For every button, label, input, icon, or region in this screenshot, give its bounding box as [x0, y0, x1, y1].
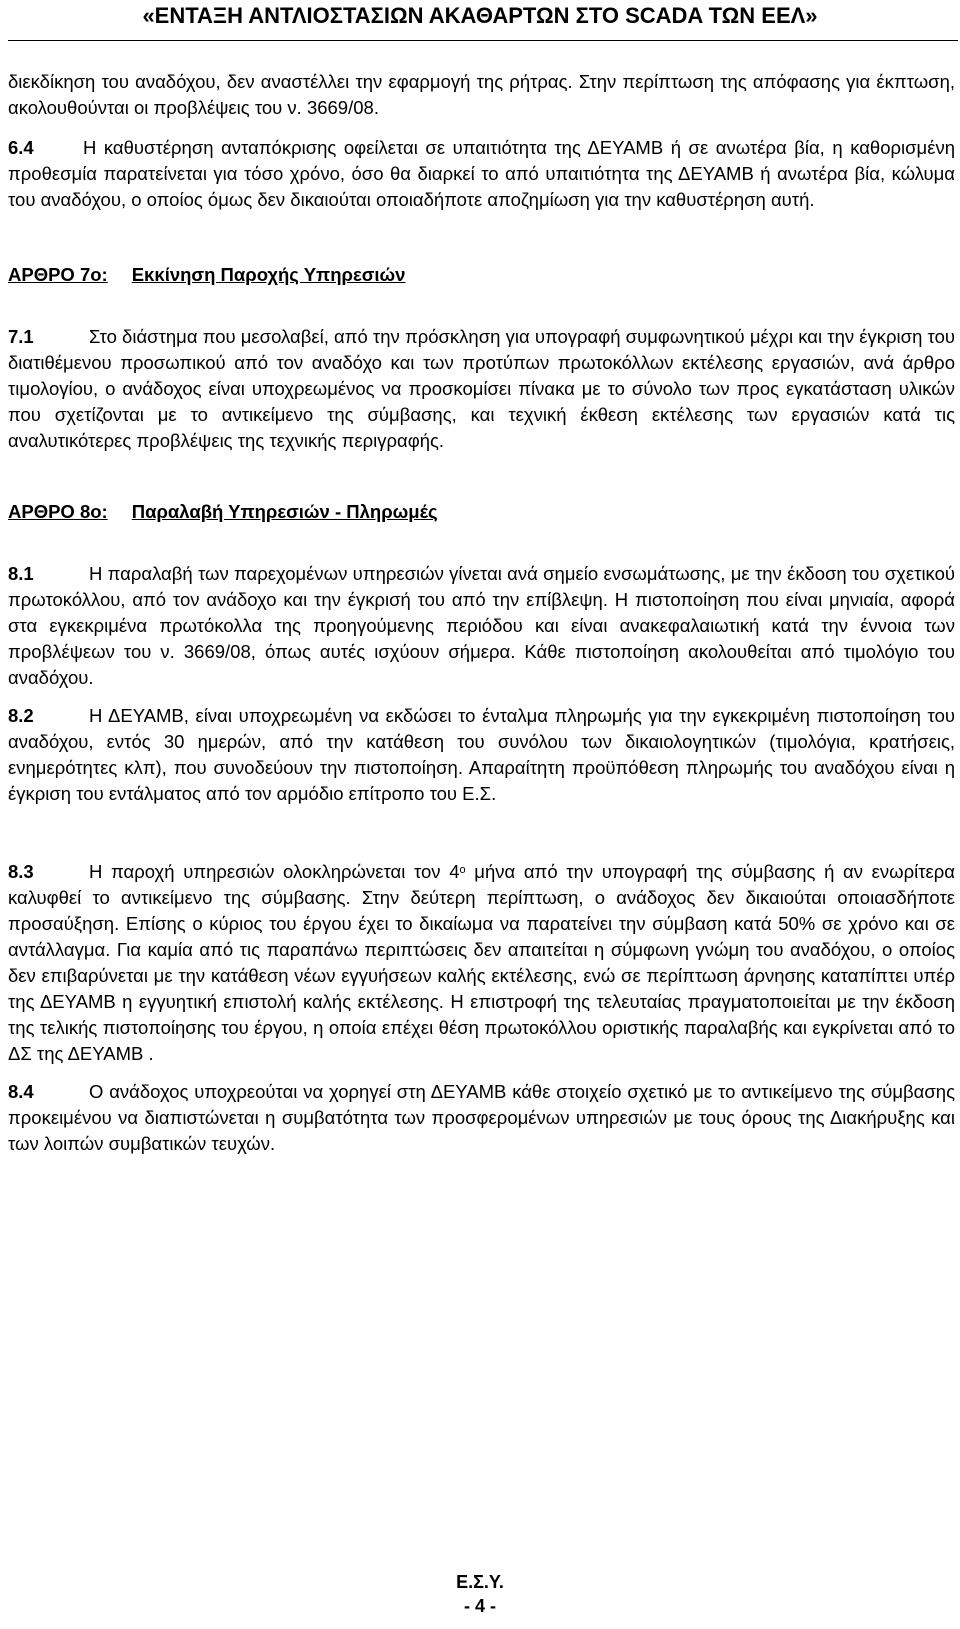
page-number: - 4 -: [463, 1596, 496, 1616]
document-body: [8, 69, 955, 1157]
superscript-ordinal: ο: [459, 864, 466, 876]
paragraph-number: 6.4: [8, 137, 34, 158]
paragraph-text-start: Η παροχή υπηρεσιών ολοκληρώνεται τον 4: [89, 861, 460, 882]
paragraph-8-2: [8, 703, 955, 807]
paragraph-text-rest: μήνα από την υπογραφή της σύμβασης ή αν ενωρίτερα καλυφθεί το αντικείμενο της σύμβασης. Στην δεύτερη περίπτωση, ο ανάδοχος δεν δικαιούται οποιασδήποτε προσαύξηση. Επίσης ο κύριος του έργου έχει το δικαίωμα να παρατείνει την σύμβαση κατά 50% σε χρόνο και σε αντάλλαγμα. Για καμία από τις παραπάνω περιπτώσεις δεν απαιτείται η σύμφωνη γνώμη του αναδόχου, ο οποίος δεν επιβαρύνεται με την κατάθεση νέων εγγυήσεων καλής εκτέλεσης, ενώ σε περίπτωση άρνησης καταπίπτει υπέρ της ΔΕΥΑΜΒ η εγγυητική επιστολή καλής εκτέλεσης. Η επιστροφή της τελευταίας πραγματοποιείται με την έκδοση της τελικής πιστοποίησης του έργου, η οποία επέχει θέση πρωτοκόλλου οριστικής παραλαβής και εγκρίνεται από το ΔΣ της ΔΕΥΑΜΒ .: [8, 861, 955, 1064]
paragraph-6-4: [8, 135, 955, 213]
article-title: Εκκίνηση Παροχής Υπηρεσιών: [131, 264, 406, 285]
header-divider: [8, 40, 958, 41]
paragraph-number: 8.2: [8, 705, 34, 726]
paragraph-text: Η ΔΕΥΑΜΒ, είναι υποχρεωμένη να εκδώσει το ένταλμα πληρωμής για την εγκεκριμένη πιστοποίηση του αναδόχου, εντός 30 ημερών, από την κατάθεση του συνόλου των δικαιολογητικών (τιμολόγια, κρατήσεις, ενημερότητες κλπ), που συνοδεύουν την πιστοποίηση. Απαραίτητη προϋπόθεση πληρωμής του αναδόχου είναι η έγκριση του εντάλματος από τον αρμόδιο επίτροπο του Ε.Σ.: [8, 705, 955, 804]
page-footer: [0, 1570, 960, 1618]
paragraph-text: Στο διάστημα που μεσολαβεί, από την πρόσκληση για υπογραφή συμφωνητικού μέχρι και την έγκριση του διατιθέμενου προσωπικού από τον αναδόχο και των προτύπων πρωτοκόλλων εκτέλεσης εργασιών, ανά άρθρο τιμολογίου, ο ανάδοχος είναι υποχρεωμένος να προσκομίσει πίνακα με το σύνολο των προς εγκατάσταση υλικών που σχετίζονται με το αντικείμενο της σύμβασης, και τεχνική έκθεση εκτέλεσης των εργασιών κατά τις αναλυτικότερες προβλέψεις της τεχνικής περιγραφής.: [8, 326, 955, 451]
paragraph-text: Η παραλαβή των παρεχομένων υπηρεσιών γίνεται ανά σημείο ενσωμάτωσης, με την έκδοση του σχετικού πρωτοκόλλου, από τον ανάδοχο και την έγκρισή του από την επίβλεψη. Η πιστοποίηση που είναι μηνιαία, αφορά στα εγκεκριμένα πρωτόκολλα της προηγούμενης περιόδου και είναι ανακεφαλαιωτική κατά την έννοια των προβλέψεων του ν. 3669/08, όπως αυτές ισχύουν σήμερα. Κάθε πιστοποίηση ακολουθείται από τιμολόγιο του αναδόχου.: [8, 563, 955, 688]
running-header-title: «ΕΝΤΑΞΗ ΑΝΤΛΙΟΣΤΑΣΙΩΝ ΑΚΑΘΑΡΤΩΝ ΣΤΟ SCADA ΤΩΝ ΕΕΛ»: [142, 3, 818, 28]
paragraph-7-1: [8, 324, 955, 454]
paragraph-number: 8.1: [8, 563, 34, 584]
article-7-heading: [8, 262, 955, 288]
paragraph-number: 8.3: [8, 861, 34, 882]
paragraph-continuation: διεκδίκηση του αναδόχου, δεν αναστέλλει την εφαρμογή της ρήτρας. Στην περίπτωση της απόφασης για έκπτωση, ακολουθούνται οι προβλέψεις του ν. 3669/08.: [8, 71, 955, 118]
paragraph-8-4: [8, 1079, 955, 1157]
article-label: ΑΡΘΡΟ 8ο:: [8, 501, 108, 522]
article-label: ΑΡΘΡΟ 7ο:: [8, 264, 108, 285]
paragraph-8-3: [8, 859, 955, 1067]
paragraph-8-1: [8, 561, 955, 691]
paragraph-text: Η καθυστέρηση ανταπόκρισης οφείλεται σε υπαιτιότητα της ΔΕΥΑΜΒ ή σε ανωτέρα βία, η καθορισμένη προθεσμία παρατείνεται για τόσο χρόνο, όσο θα διαρκεί το από υπαιτιότητα της ΔΕΥΑΜΒ ή ανωτέρα βία, κώλυμα του αναδόχου, ο οποίος όμως δεν δικαιούται οποιαδήποτε αποζημίωση για την καθυστέρηση αυτή.: [8, 137, 955, 210]
paragraph-number: 7.1: [8, 326, 34, 347]
footer-organization: Ε.Σ.Υ.: [456, 1572, 504, 1592]
article-title: Παραλαβή Υπηρεσιών - Πληρωμές: [131, 501, 438, 522]
article-8-heading: [8, 499, 955, 525]
paragraph-number: 8.4: [8, 1081, 34, 1102]
paragraph-text: Ο ανάδοχος υποχρεούται να χορηγεί στη ΔΕΥΑΜΒ κάθε στοιχείο σχετικό με το αντικείμενο της σύμβασης προκειμένου να διαπιστώνεται η συμβατότητα των προσφερομένων υπηρεσιών με τους όρους της Διακήρυξης και των λοιπών συμβατικών τευχών.: [8, 1081, 955, 1154]
